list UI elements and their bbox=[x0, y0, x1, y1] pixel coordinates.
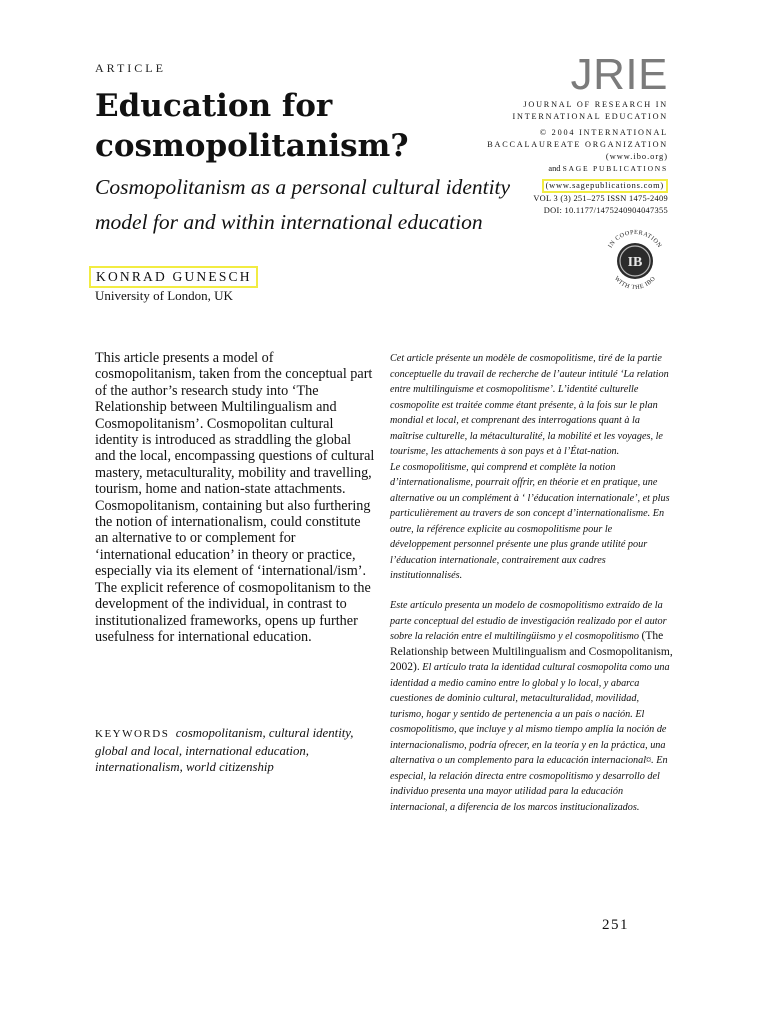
journal-logo: JRIE bbox=[570, 50, 668, 99]
spanish-part-2: (The Relationship between Multilingualism and Cosmopolitanism, 2002). bbox=[390, 630, 673, 673]
sage-url: (www.sagepublications.com) bbox=[542, 179, 668, 193]
badge-mark: IB bbox=[627, 255, 643, 270]
keywords bbox=[95, 725, 375, 776]
doi: DOI: 10.1177/1475240904047355 bbox=[543, 206, 668, 215]
ibo-cooperation-badge-icon bbox=[600, 226, 670, 296]
ibo-url: (www.ibo.org) bbox=[605, 152, 668, 161]
author-name: KONRAD GUNESCH bbox=[89, 266, 258, 288]
badge-bottom-text: WITH THE IBO bbox=[612, 275, 658, 292]
journal-info bbox=[448, 50, 668, 217]
journal-name-line-1: JOURNAL OF RESEARCH IN bbox=[523, 100, 668, 109]
sage-publications: SAGE PUBLICATIONS bbox=[562, 164, 668, 173]
author-affiliation: University of London, UK bbox=[95, 288, 233, 303]
title-line-2: cosmopolitanism? bbox=[95, 128, 409, 164]
french-paragraph-2: Le cosmopolitisme, qui comprend et complète la notion d’internationalisme, pourrait offrir, en théorie et en pratique, une alternative ou un complément à ‘ l’éducation internationale’, et plus particulièrement au travers de son concept d’internationalisme. En outre, la référence explicite au cosmopolitisme pour le développement personnel présente une plus grande utilité pour l’éducation internationale, contrairement aux cadres institutionnalisés. bbox=[390, 461, 670, 581]
title-line-1: Education for bbox=[95, 88, 333, 124]
french-paragraph-1: Cet article présente un modèle de cosmopolitisme, tiré de la partie conceptuelle du travail de recherche de l’auteur intitulé ‘La relation entre multilinguisme et cosmopolitisme’. L’identité culturelle cosmopolite est traitée comme étant présente, à la fois sur le plan mondial et local, et comprenant des interrogations quant à la maîtrise culturelle, la métaculturalité, la mobilité et les voyages, le tourisme, les attachements à son pays et à l’État-nation. bbox=[390, 353, 669, 457]
copyright-line-2: BACCALAUREATE ORGANIZATION bbox=[487, 140, 668, 149]
abstract-french bbox=[390, 351, 675, 584]
badge-top-text: IN COOPERATION bbox=[606, 228, 664, 250]
and-text: and bbox=[548, 164, 561, 173]
subtitle-line-1: Cosmopolitanism as a personal cultural identity bbox=[95, 175, 511, 199]
abstract-spanish bbox=[390, 598, 675, 815]
journal-name-line-2: INTERNATIONAL EDUCATION bbox=[512, 112, 668, 121]
keywords-text: cosmopolitanism, cultural identity, global and local, international education, internationalism, world citizenship bbox=[95, 726, 354, 774]
page-number: 251 bbox=[602, 917, 629, 933]
publisher-line bbox=[448, 163, 668, 175]
abstract-english: This article presents a model of cosmopolitanism, taken from the conceptual part of the author’s research study into ‘The Relationship between Multilingualism and Cosmopolitanism’. Cosmopolitan cultural identity is introduced as straddling the global and the local, encompassing questions of cultural mastery, metaculturality, mobility and travelling, tourism, home and nation-state attachments. Cosmopolitanism, containing but also furthering the notion of internationalism, could constitute an alternative to or complement for ‘international education’ in theory or practice, especially via its element of ‘international/ism’. The explicit reference of cosmopolitanism to the development of the individual, in contrast to institutionalized frameworks, opens up further usefulness for international education. bbox=[95, 350, 375, 645]
subtitle-line-2: model for and within international education bbox=[95, 210, 483, 234]
spanish-part-1: Este artículo presenta un modelo de cosmopolitismo extraído de la parte conceptual del estudio de investigación realizado por el autor sobre la relación entre el multilingüismo y el cosmopolitismo bbox=[390, 600, 667, 642]
volume-info: VOL 3 (3) 251–275 ISSN 1475-2409 bbox=[533, 194, 668, 203]
keywords-label: KEYWORDS bbox=[95, 728, 170, 740]
article-label: ARTICLE bbox=[95, 61, 166, 75]
copyright-line-1: © 2004 INTERNATIONAL bbox=[539, 128, 668, 137]
spanish-part-3: El artículo trata la identidad cultural cosmopolita como una identidad a medio camino entre lo global y lo local, y abarca cuestiones de dominio cultural, metaculturalidad, movilidad, turismo, hogar y sentido de pertenencia a un país o nación. El cosmopolitismo, que incluye y al mismo tiempo amplía la noción de internacionalismo, podría ofrecer, en la teoría y en la práctica, una alternativa o un complemento para la educación internacional¤. En especial, la relación directa entre cosmopolitismo y desarrollo del individuo presenta una mayor utilidad para la educación internacional, a diferencia de los marcos institucionalizados. bbox=[390, 662, 670, 813]
